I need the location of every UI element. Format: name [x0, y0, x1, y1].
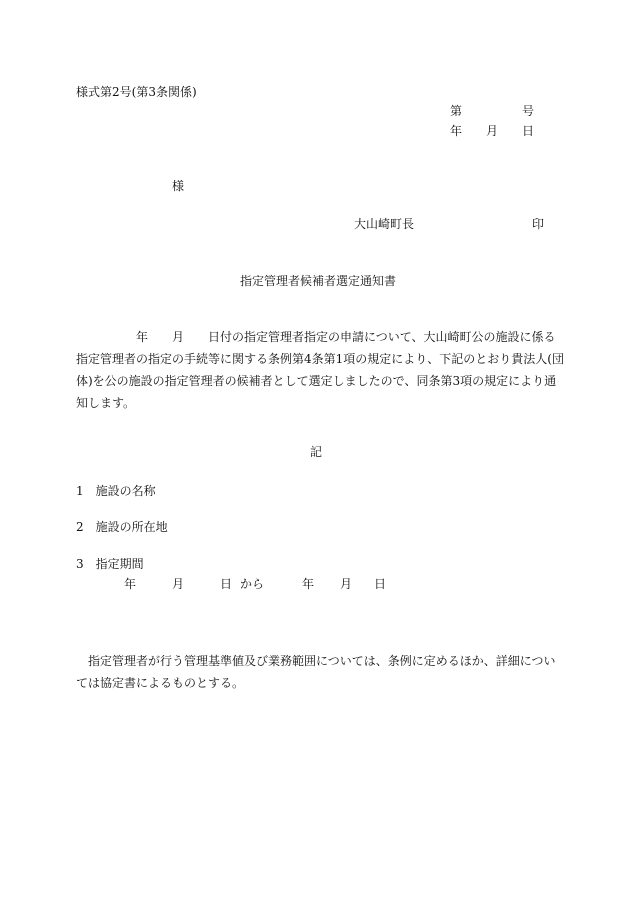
date-year: 年: [450, 124, 463, 138]
period-start-month: 月: [172, 577, 185, 591]
seal-mark: 印: [532, 217, 545, 231]
item-label: 施設の名称: [95, 484, 156, 498]
period-end-month: 月: [340, 577, 353, 591]
item-number: 1: [76, 484, 84, 498]
date-month: 月: [486, 124, 499, 138]
closing-line-1-text: 指定管理者が行う管理基準値及び業務範囲については、条例に定めるほか、詳細につい: [88, 654, 556, 668]
period-end-day: 日: [374, 577, 387, 591]
list-item: [76, 556, 144, 572]
period-kara: から: [240, 577, 265, 591]
body-line-1: [76, 326, 564, 348]
body-date-month: 月: [172, 330, 185, 344]
document-title: 指定管理者候補者選定通知書: [240, 274, 397, 288]
period-start-day: 日: [220, 577, 233, 591]
item-label: 指定期間: [95, 557, 144, 571]
period-start-year: 年: [124, 577, 137, 591]
body-line-2: 指定管理者の指定の手続等に関する条例第4条第1項の規定により、下記のとおり貴法人(団: [76, 352, 564, 366]
item-number: 2: [76, 520, 84, 534]
date-day: 日: [522, 124, 535, 138]
body-line-1-text: 日付の指定管理者指定の申請について、大山崎町公の施設に係る: [208, 330, 556, 344]
ki-label: 記: [310, 445, 323, 459]
form-label: 様式第2号(第3条関係): [76, 85, 197, 99]
closing-line-1: [76, 650, 556, 672]
list-item: [76, 519, 168, 535]
number-dai: 第: [450, 104, 463, 118]
body-line-3: 体)を公の施設の指定管理者の候補者として選定しましたので、同条第3項の規定により通: [76, 374, 557, 388]
closing-paragraph: [76, 650, 556, 694]
issuer-title: 大山崎町長: [354, 217, 415, 231]
body-date-year: 年: [136, 330, 149, 344]
number-go: 号: [522, 104, 535, 118]
list-item: [76, 483, 156, 499]
body-paragraph: [76, 326, 564, 414]
addressee-suffix: 様: [172, 179, 185, 193]
closing-line-2: ては協定書によるものとする。: [76, 676, 245, 690]
body-line-4: 知します。: [76, 396, 136, 410]
item-label: 施設の所在地: [95, 520, 168, 534]
period-end-year: 年: [302, 577, 315, 591]
item-number: 3: [76, 557, 84, 571]
